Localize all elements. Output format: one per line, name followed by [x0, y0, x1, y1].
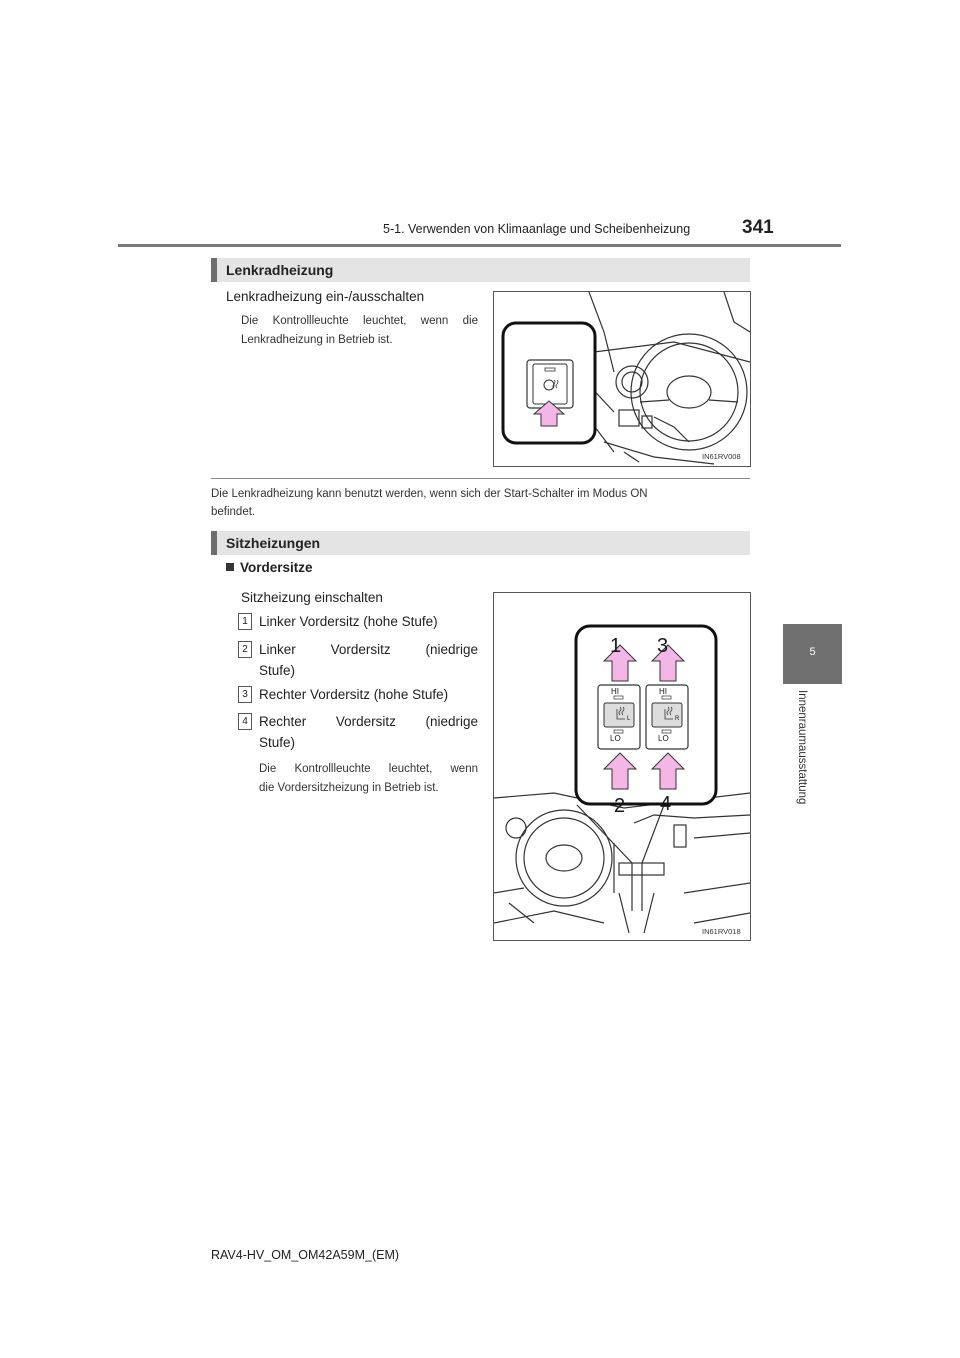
steering-heater-note-line1: Die Kontrollleuchte leuchtet, wenn die: [241, 315, 478, 327]
figure-code: IN61RV008: [702, 452, 741, 461]
switch-right-hi-label: HI: [659, 687, 667, 696]
info-text-line1: Die Lenkradheizung kann benutzt werden, wenn sich der Start-Schalter im Modus ON: [211, 488, 648, 500]
section-heading-seat-heaters: [211, 531, 750, 555]
section-heading-text: Lenkradheizung: [226, 262, 334, 278]
running-header: 5-1. Verwenden von Klimaanlage und Scheibenheizung: [383, 222, 691, 236]
seat-heater-note-line1: Die Kontrollleuchte leuchtet, wenn: [259, 763, 478, 775]
item-1-text: Linker Vordersitz (hohe Stufe): [259, 614, 438, 629]
seat-heater-illustration: [494, 593, 750, 940]
switch-right-lo-label: LO: [658, 734, 669, 743]
section-marker: [211, 258, 217, 282]
chapter-tab: 5: [783, 624, 842, 684]
chapter-label: [770, 690, 830, 820]
switch-left-side-label: L: [627, 716, 631, 722]
item-4-text-line2: Stufe): [259, 735, 296, 750]
seat-heater-note-line2: die Vordersitzheizung in Betrieb ist.: [259, 782, 439, 794]
callout-3: 3: [657, 635, 669, 657]
switch-right-side-label: R: [675, 716, 680, 722]
item-4-text-line1: Rechter Vordersitz (niedrige: [259, 714, 478, 729]
section-marker: [211, 531, 217, 555]
steering-heater-figure: [493, 291, 751, 467]
section-heading-text: Sitzheizungen: [226, 535, 321, 551]
item-2-text-line2: Stufe): [259, 663, 296, 678]
info-text-line2: befindet.: [211, 506, 256, 518]
bullet-square: [226, 563, 234, 571]
item-number-4: 4: [238, 713, 252, 730]
steering-heater-illustration: [494, 292, 750, 466]
seat-heater-instruction: Sitzheizung einschalten: [241, 590, 383, 605]
item-2-text-line1: Linker Vordersitz (niedrige: [259, 642, 478, 657]
callout-2: 2: [614, 795, 626, 817]
section-heading-steering-heater: [211, 258, 750, 282]
chapter-label-text: Innenraumausstattung: [796, 690, 808, 805]
item-number-3: 3: [238, 686, 252, 703]
switch-left-lo-label: LO: [610, 734, 621, 743]
item-3-text: Rechter Vordersitz (hohe Stufe): [259, 687, 449, 702]
switch-left-hi-label: HI: [611, 687, 619, 696]
callout-1: 1: [610, 635, 622, 657]
steering-heater-note-line2: Lenkradheizung in Betrieb ist.: [241, 334, 393, 346]
figure-code: IN61RV018: [702, 927, 741, 936]
callout-4: 4: [660, 793, 672, 815]
front-seats-subheading: Vordersitze: [240, 560, 313, 575]
page-number: 341: [742, 217, 774, 238]
item-number-2: 2: [238, 641, 252, 658]
header-rule: [118, 244, 841, 247]
document-code-footer: RAV4-HV_OM_OM42A59M_(EM): [211, 1248, 400, 1262]
item-number-1: 1: [238, 613, 252, 630]
info-divider: [211, 478, 750, 479]
seat-heater-figure: [493, 592, 751, 941]
steering-heater-instruction: Lenkradheizung ein-/ausschalten: [226, 289, 425, 304]
